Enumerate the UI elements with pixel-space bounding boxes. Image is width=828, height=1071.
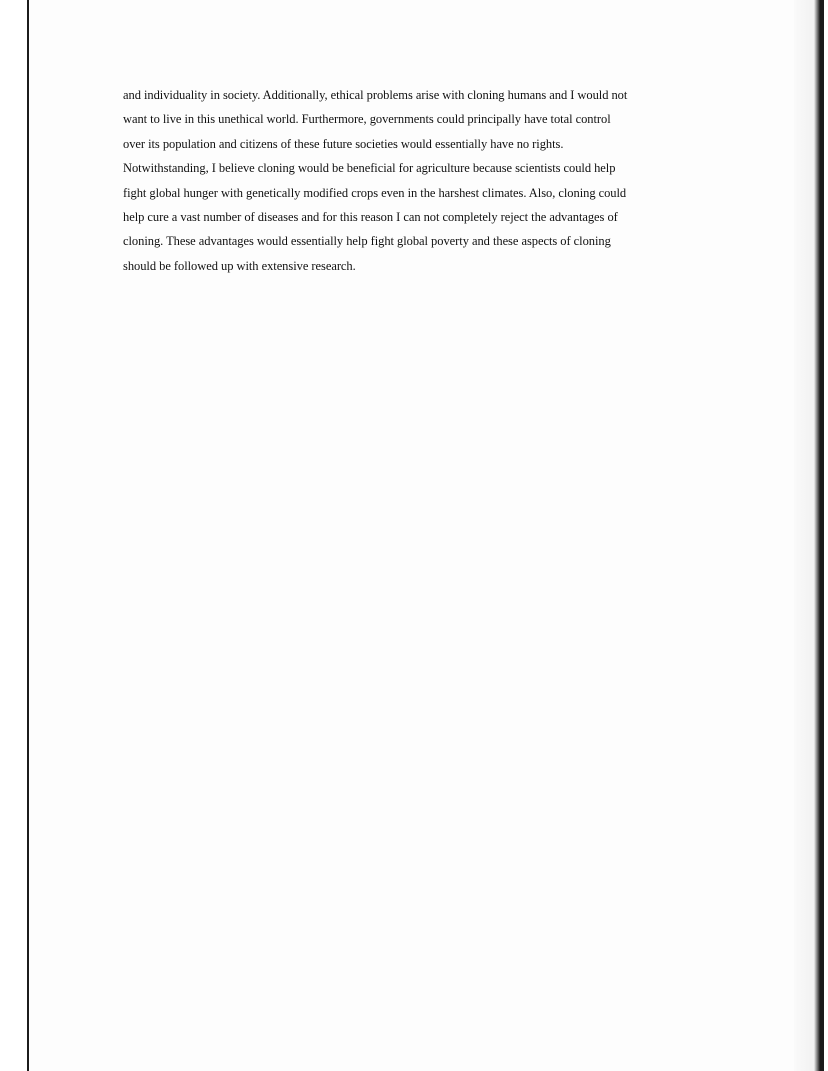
essay-paragraph	[123, 83, 723, 278]
text-line: fight global hunger with genetically modified crops even in the harshest climates. Also, cloning could	[123, 185, 627, 200]
document-page	[29, 0, 794, 1071]
text-line: should be followed up with extensive research.	[123, 258, 356, 273]
text-line: want to live in this unethical world. Furthermore, governments could principally have total control	[123, 112, 611, 127]
text-line: and individuality in society. Additionally, ethical problems arise with cloning humans and I would not	[123, 88, 628, 102]
text-line: over its population and citizens of these future societies would essentially have no rights.	[123, 136, 564, 151]
text-line: Notwithstanding, I believe cloning would be beneficial for agriculture because scientists could help	[123, 161, 616, 176]
text-line: help cure a vast number of diseases and for this reason I can not completely reject the advantages of	[123, 209, 618, 224]
text-line: cloning. These advantages would essentially help fight global poverty and these aspects of cloning	[123, 234, 611, 249]
page-right-border	[794, 0, 828, 1071]
